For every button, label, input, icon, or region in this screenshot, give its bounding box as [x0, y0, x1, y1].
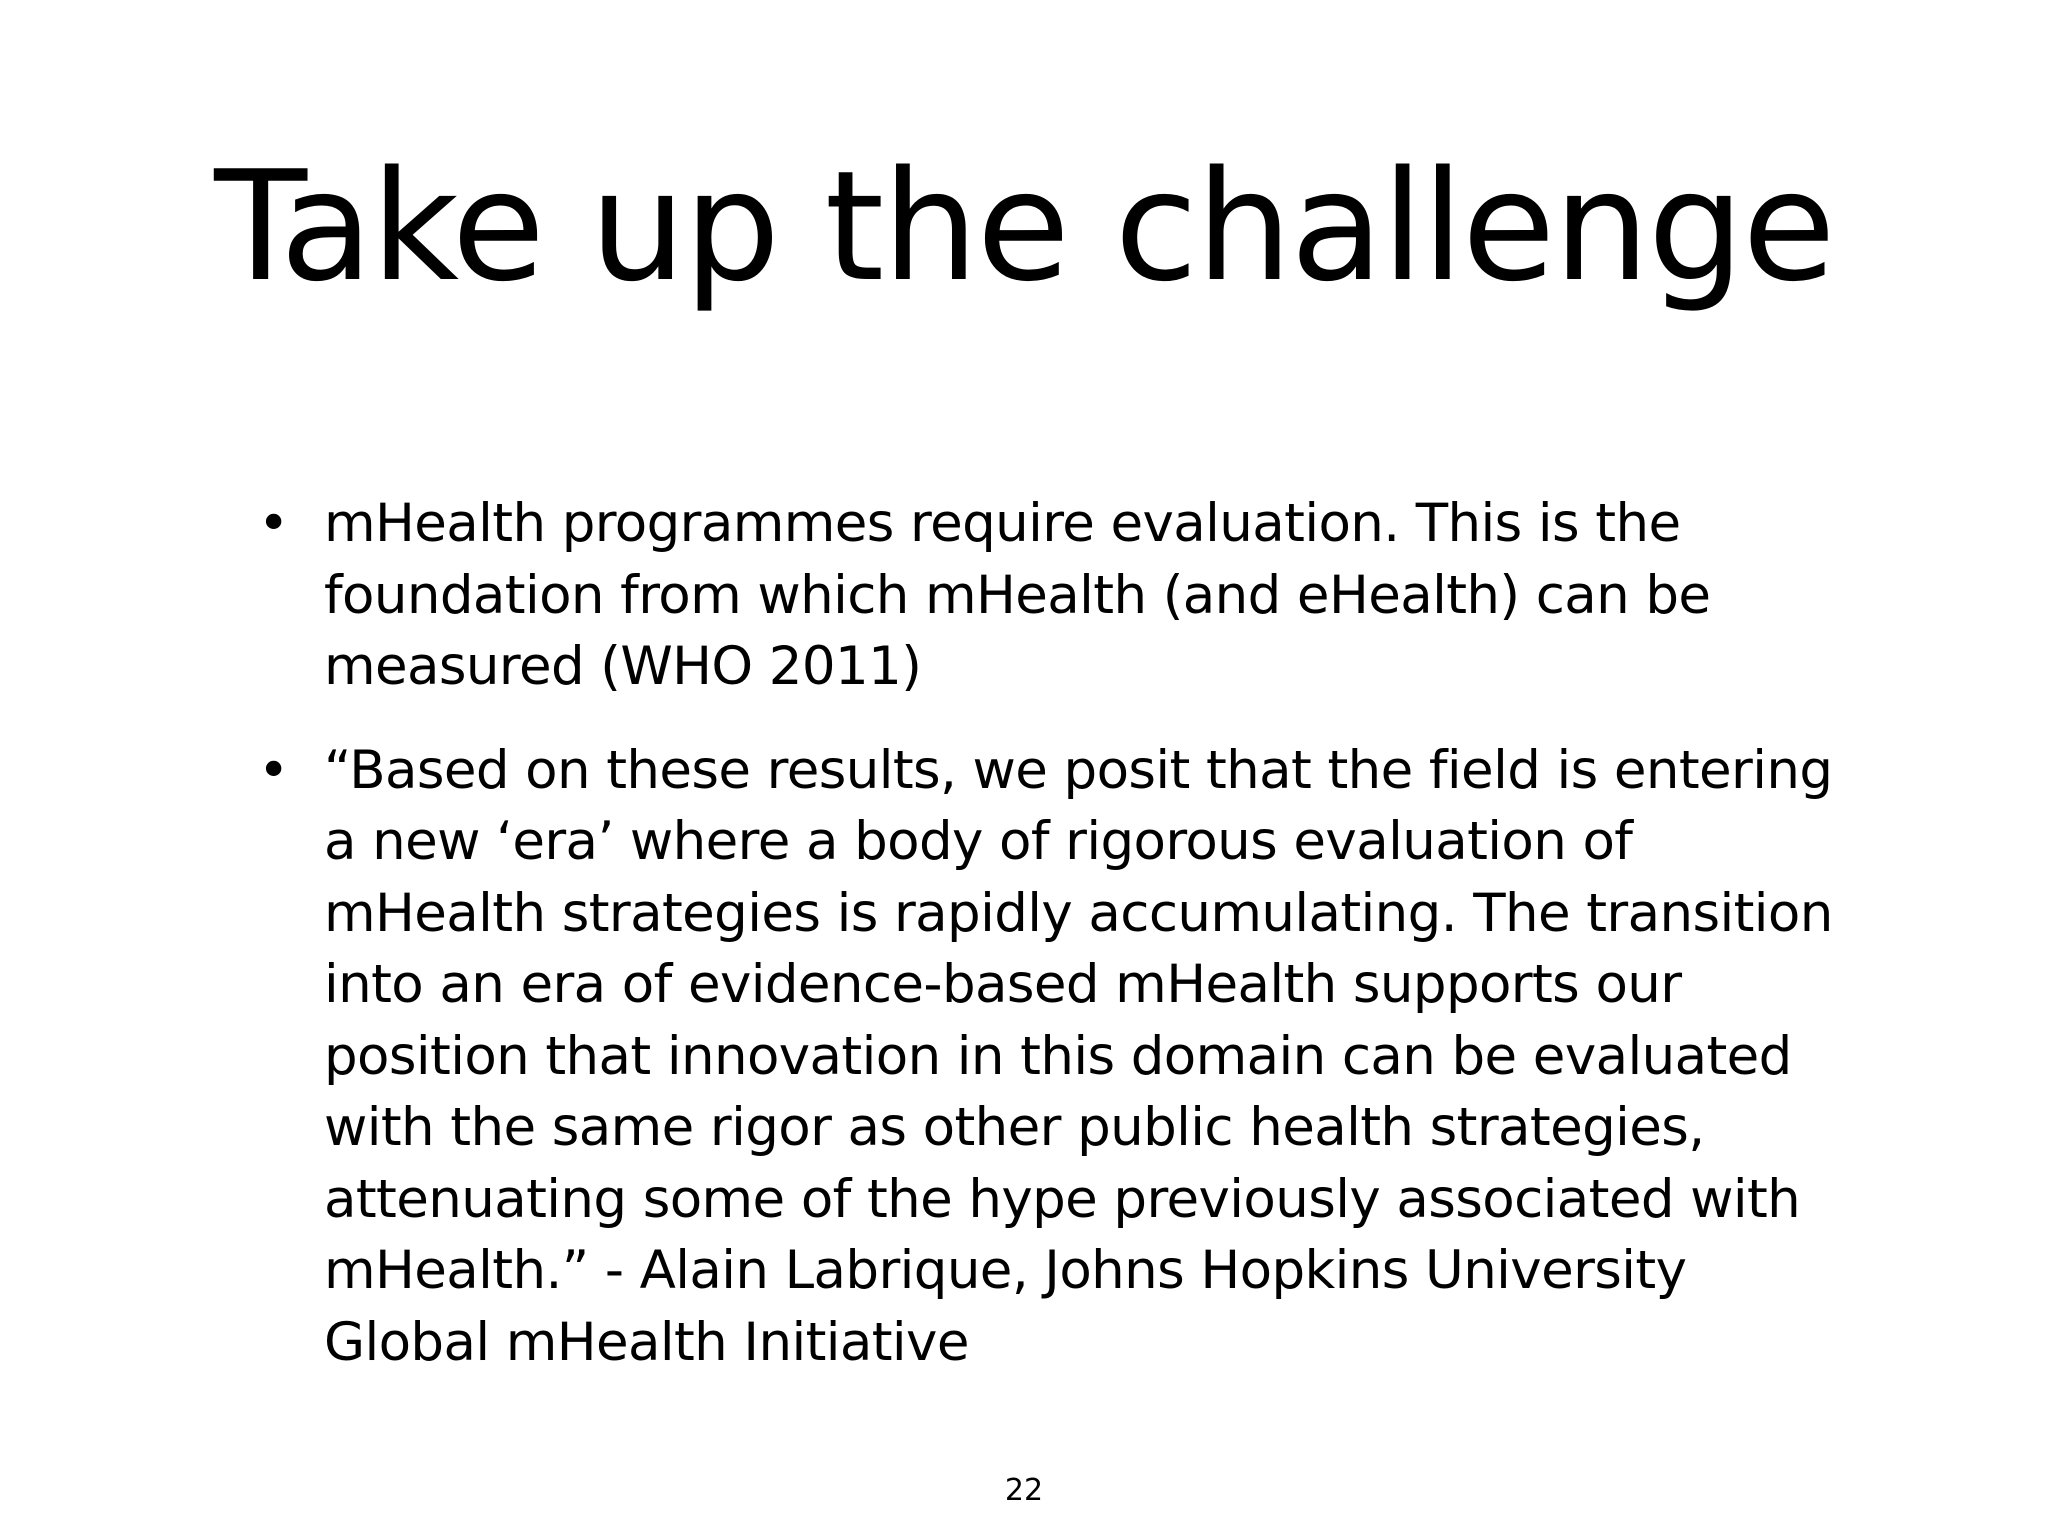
slide-number: 22: [1004, 1473, 1044, 1508]
bullet-text: mHealth programmes require evaluation. This is the foundation from which mHealth (and eHealth) can be measured (WHO 2011): [324, 493, 1711, 697]
bullet-icon: •: [258, 739, 290, 801]
bullet-item-evaluation: [258, 488, 1858, 703]
slide-title: Take up the challenge: [214, 138, 1834, 315]
bullet-text: “Based on these results, we posit that the field is entering a new ‘era’ where a body of rigorous evaluation of mHealth strategies is rapidly accumulating. The transition into an era of evidence-based mHealth supports our position that innovation in this domain can be evaluated with the same rigor as other public health strategies, attenuating some of the hype previously associated with mHealth.” - Alain Labrique, Johns Hopkins University Global mHealth Initiative: [324, 739, 1833, 1373]
bullet-item-quote: [258, 735, 1858, 1379]
bullet-icon: •: [258, 493, 290, 554]
bullet-list: [258, 488, 1858, 1410]
